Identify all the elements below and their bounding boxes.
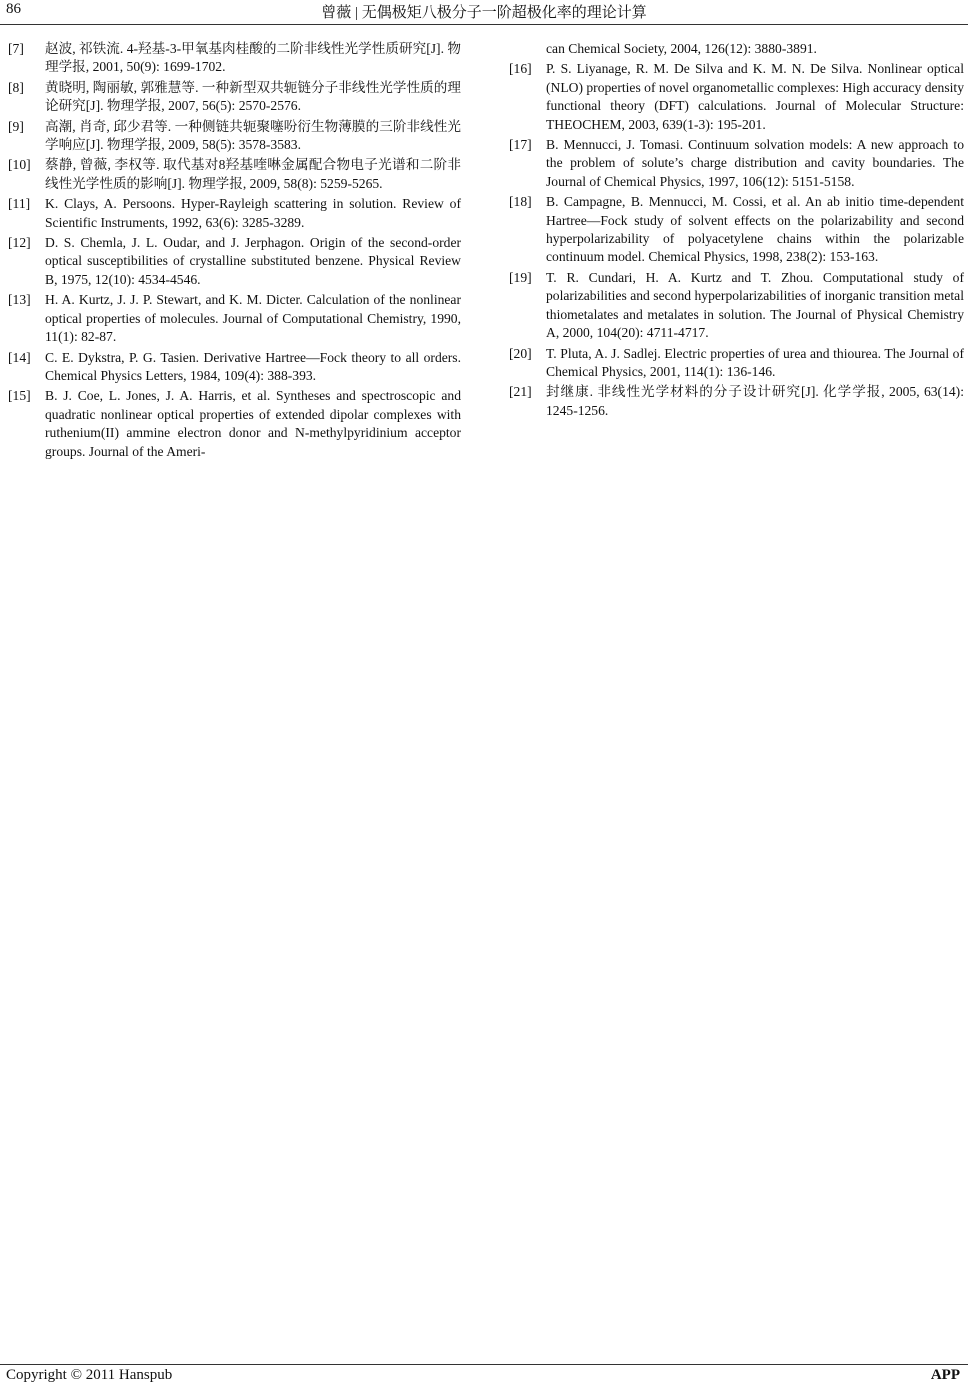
reference-number: [11] (8, 196, 31, 212)
reference-number: [12] (8, 235, 31, 251)
reference-item (509, 136, 964, 191)
reference-item (8, 349, 461, 386)
reference-item (509, 269, 964, 343)
reference-text: T. R. Cundari, H. A. Kurtz and T. Zhou. Computational study of polarizabilities and second hyperpolarizabilities of inorganic transition metal thiometalates and metalates in solution. The Journal of Physical Chemistry A, 2000, 104(20): 4711-4717. (546, 269, 964, 341)
reference-text: 黄晓明, 陶丽敏, 郭雅慧等. 一种新型双共轭链分子非线性光学性质的理论研究[J]. 物理学报, 2007, 56(5): 2570-2576. (45, 79, 461, 114)
references-right-column (509, 40, 964, 422)
reference-number: [7] (8, 41, 24, 56)
reference-number: [19] (509, 269, 532, 285)
reference-item (8, 234, 461, 289)
reference-continuation: can Chemical Society, 2004, 126(12): 3880-3891. (546, 41, 817, 56)
reference-text: 蔡静, 曾薇, 李权等. 取代基对8羟基喹啉金属配合物电子光谱和二阶非线性光学性质的影响[J]. 物理学报, 2009, 58(8): 5259-5265. (45, 157, 461, 191)
reference-item (8, 79, 461, 116)
reference-text: B. Mennucci, J. Tomasi. Continuum solvation models: A new approach to the problem of solute’s charge distribution and cavity boundaries. The Journal of Chemical Physics, 1997, 106(12): 5151-5158. (546, 137, 964, 189)
reference-number: [8] (8, 79, 24, 95)
reference-text: 赵波, 祁铁流. 4-羟基-3-甲氧基肉桂酸的二阶非线性光学性质研究[J]. 物理学报, 2001, 50(9): 1699-1702. (45, 41, 461, 75)
reference-number: [15] (8, 388, 31, 404)
reference-number: [18] (509, 194, 532, 210)
page-footer (0, 1364, 968, 1387)
reference-item (8, 387, 461, 461)
reference-text: P. S. Liyanage, R. M. De Silva and K. M. N. De Silva. Nonlinear optical (NLO) properties of novel organometallic complexes: High accuracy density functional theory (DFT) calculations. Journal of Molecular Structure: THEOCHEM, 2003, 639(1-3): 195-201. (546, 61, 964, 132)
reference-number: [16] (509, 61, 532, 77)
reference-item (8, 291, 461, 346)
reference-item (8, 40, 461, 77)
reference-item (509, 193, 964, 267)
page-number: 86 (6, 1, 21, 17)
reference-item (8, 195, 461, 232)
reference-item (509, 60, 964, 134)
reference-number: [20] (509, 345, 532, 361)
reference-text: H. A. Kurtz, J. J. P. Stewart, and K. M. Dicter. Calculation of the nonlinear optical properties of molecules. Journal of Computational Chemistry, 1990, 11(1): 82-87. (45, 292, 461, 345)
references-left-column (8, 40, 461, 463)
reference-item (509, 345, 964, 382)
reference-text: B. Campagne, B. Mennucci, M. Cossi, et al. An ab initio time-dependent Hartree—Fock study of solvent effects on the polarizability and second hyperpolarizability of polyacetylene chains within the polarizable continuum model. Chemical Physics, 1998, 238(2): 153-163. (546, 194, 964, 265)
reference-number: [17] (509, 137, 532, 153)
reference-item (509, 383, 964, 420)
reference-text: K. Clays, A. Persoons. Hyper-Rayleigh scattering in solution. Review of Scientific Instruments, 1992, 63(6): 3285-3289. (45, 196, 461, 230)
copyright-notice: Copyright © 2011 Hanspub (6, 1367, 173, 1383)
running-title: 曾薇 | 无偶极矩八极分子一阶超极化率的理论计算 (321, 5, 647, 21)
reference-text: C. E. Dykstra, P. G. Tasien. Derivative Hartree—Fock theory to all orders. Chemical Physics Letters, 1984, 109(4): 388-393. (45, 349, 461, 383)
reference-number: [9] (8, 118, 24, 134)
reference-number: [13] (8, 292, 31, 308)
reference-text: T. Pluta, A. J. Sadlej. Electric properties of urea and thiourea. The Journal of Chemical Physics, 2001, 114(1): 136-146. (546, 345, 964, 379)
reference-text: B. J. Coe, L. Jones, J. A. Harris, et al. Syntheses and spectroscopic and quadratic nonlinear optical properties of extended dipolar complexes with ruthenium(II) ammine electron donor and N-methylpyridinium acceptor groups. Journal of the Ameri- (45, 388, 461, 459)
reference-number: [10] (8, 157, 31, 173)
reference-item (8, 156, 461, 193)
page-header (0, 0, 968, 25)
journal-abbreviation: APP (930, 1367, 960, 1383)
reference-number: [14] (8, 349, 31, 365)
reference-item (8, 118, 461, 155)
reference-text: 高潮, 肖奇, 邱少君等. 一种侧链共轭聚噻吩衍生物薄膜的三阶非线性光学响应[J]. 物理学报, 2009, 58(5): 3578-3583. (45, 118, 461, 153)
reference-text: D. S. Chemla, J. L. Oudar, and J. Jerphagon. Origin of the second-order optical susceptibilities of crystalline substituted benzene. Physical Review B, 1975, 12(10): 4534-4546. (45, 235, 461, 287)
reference-text: 封继康. 非线性光学材料的分子设计研究[J]. 化学学报, 2005, 63(14): 1245-1256. (546, 384, 964, 418)
reference-number: [21] (509, 384, 532, 400)
